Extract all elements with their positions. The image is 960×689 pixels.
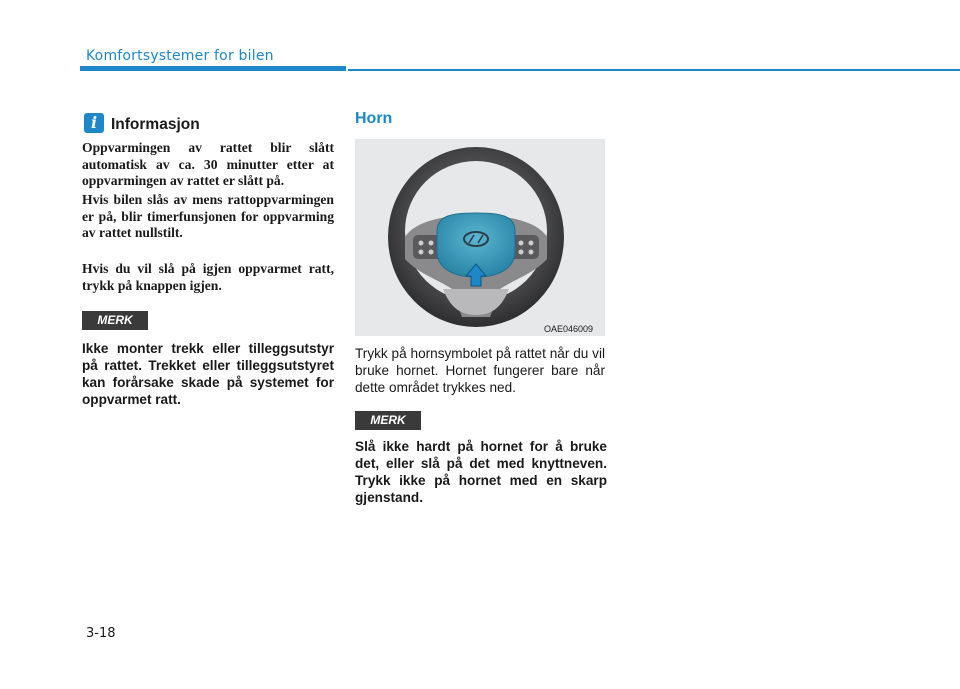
info-paragraph-1: Oppvarmingen av rattet blir slått automatisk av ca. 30 minutter etter at oppvarmingen av rattet er slått på. — [82, 140, 334, 188]
note-text-left: Ikke monter trekk eller tilleggsutstyr på rattet. Trekket eller tilleggsutstyret kan forårsake skade på systemet for oppvarmet ratt. — [82, 341, 334, 407]
page-number: 3-18 — [86, 626, 116, 641]
info-icon: i — [84, 113, 104, 133]
info-paragraph-2: Hvis bilen slås av mens rattoppvarmingen er på, blir timerfunsjonen for oppvarming av rattet nullstilt. — [82, 192, 334, 240]
merk-badge-right: MERK — [355, 411, 421, 430]
header-rule-thin — [348, 69, 960, 71]
merk-badge-left: MERK — [82, 311, 148, 330]
horn-heading: Horn — [355, 110, 393, 127]
note-text-right: Slå ikke hardt på hornet for å bruke det, eller slå på det med knyttneven. Trykk ikke på hornet med en skarp gjenstand. — [355, 439, 607, 505]
info-paragraph-3: Hvis du vil slå på igjen oppvarmet ratt, trykk på knappen igjen. — [82, 261, 334, 293]
info-heading: Informasjon — [111, 116, 200, 133]
steering-wheel-illustration — [355, 139, 605, 336]
horn-body-text: Trykk på hornsymbolet på rattet når du vil bruke hornet. Hornet fungerer bare når dette området trykkes ned. — [355, 346, 605, 395]
figure-code: OAE046009 — [544, 324, 594, 334]
header-rule-thick — [80, 66, 346, 71]
section-title: Komfortsystemer for bilen — [86, 48, 274, 64]
steering-wheel-figure — [355, 139, 605, 336]
